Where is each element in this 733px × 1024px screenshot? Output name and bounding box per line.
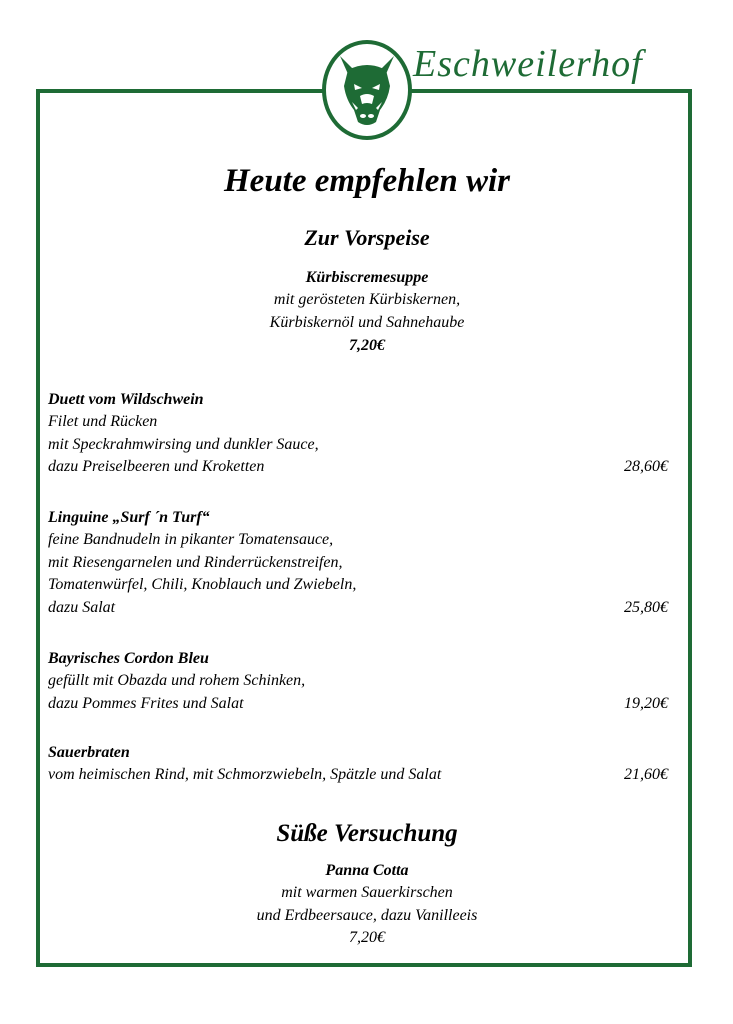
starter-name: Kürbiscremesuppe bbox=[305, 269, 429, 286]
item-name: Sauerbraten bbox=[48, 744, 130, 761]
starter-item bbox=[36, 266, 698, 357]
item-price: 19,20€ bbox=[624, 694, 668, 712]
item-last-row bbox=[48, 456, 668, 479]
menu-item bbox=[48, 388, 668, 479]
item-line: vom heimischen Rind, mit Schmorzwiebeln, Spätzle und Salat bbox=[48, 766, 442, 783]
boar-head-icon bbox=[334, 52, 400, 128]
brand-name: Eschweilerhof bbox=[413, 43, 643, 85]
menu-item bbox=[48, 647, 668, 715]
starter-heading: Zur Vorspeise bbox=[304, 225, 430, 250]
dessert-heading: Süße Versuchung bbox=[276, 820, 458, 847]
starter-price: 7,20€ bbox=[349, 337, 385, 354]
item-line: dazu Pommes Frites und Salat bbox=[48, 694, 244, 712]
item-name: Bayrisches Cordon Bleu bbox=[48, 650, 209, 667]
starter-line: Kürbiskernöl und Sahnehaube bbox=[269, 313, 465, 331]
item-price: 21,60€ bbox=[624, 766, 668, 783]
dessert-line: und Erdbeersauce, dazu Vanilleeis bbox=[256, 906, 478, 924]
item-line: Tomatenwürfel, Chili, Knoblauch und Zwiebeln, bbox=[48, 576, 357, 593]
menu-item bbox=[48, 506, 668, 619]
item-last-row bbox=[48, 764, 668, 787]
item-last-row bbox=[48, 693, 668, 716]
dessert-name: Panna Cotta bbox=[325, 862, 409, 879]
item-name: Duett vom Wildschwein bbox=[48, 391, 204, 408]
page-title: Heute empfehlen wir bbox=[224, 163, 510, 199]
item-line: gefüllt mit Obazda und rohem Schinken, bbox=[48, 672, 306, 689]
item-line: Filet und Rücken bbox=[48, 413, 158, 430]
starter-line: mit gerösteten Kürbiskernen, bbox=[273, 291, 461, 308]
menu-item bbox=[48, 741, 668, 787]
dessert-line: mit warmen Sauerkirschen bbox=[281, 884, 453, 901]
dessert-price: 7,20€ bbox=[349, 929, 385, 946]
item-last-row bbox=[48, 597, 668, 620]
item-name: Linguine „Surf ´n Turf“ bbox=[48, 509, 210, 526]
item-line: dazu Salat bbox=[48, 598, 116, 616]
item-line: feine Bandnudeln in pikanter Tomatensauce, bbox=[48, 531, 334, 548]
item-line: dazu Preiselbeeren und Kroketten bbox=[48, 458, 265, 475]
logo bbox=[322, 40, 412, 140]
dessert-item bbox=[36, 859, 698, 950]
item-line: mit Speckrahmwirsing und dunkler Sauce, bbox=[48, 435, 319, 453]
item-line: mit Riesengarnelen und Rinderrückenstreifen, bbox=[48, 553, 343, 571]
item-price: 28,60€ bbox=[624, 458, 668, 475]
item-price: 25,80€ bbox=[624, 598, 668, 616]
